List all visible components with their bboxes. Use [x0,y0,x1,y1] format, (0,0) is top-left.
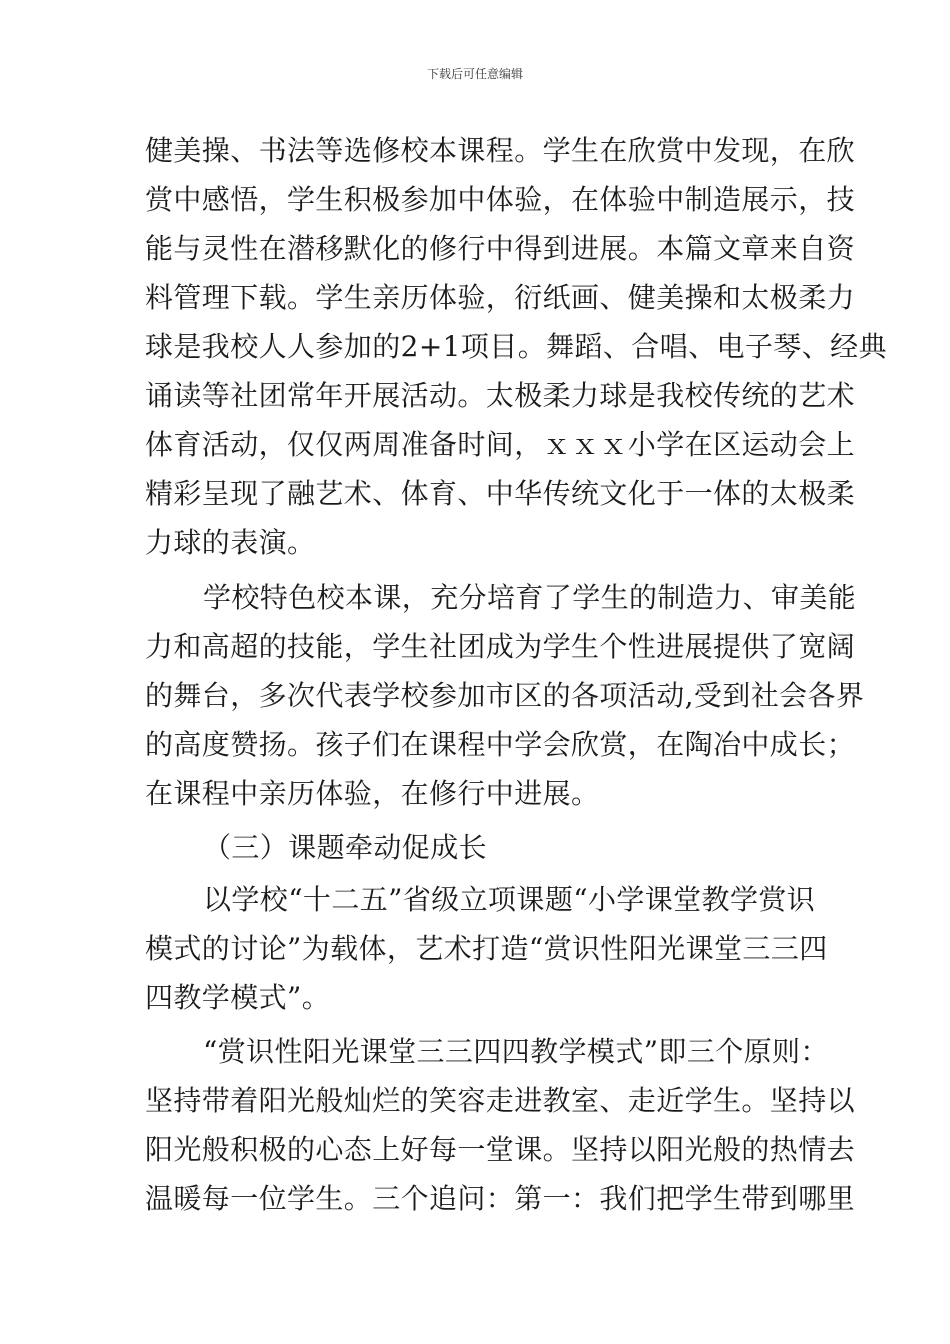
paragraph-line: 温暖每一位学生。三个追问：第一：我们把学生带到哪里 [145,1182,856,1215]
paragraph-line: 球是我校人人参加的2+1项目。舞蹈、合唱、电子琴、经典 [145,330,887,363]
paragraph-line: 诵读等社团常年开展活动。太极柔力球是我校传统的艺术 [145,379,856,412]
section-heading: （三）课题牵动促成长 [203,831,488,864]
paragraph-line: 的舞台，多次代表学校参加市区的各项活动,受到社会各界 [145,679,865,712]
paragraph-line: 模式的讨论”为载体，艺术打造“赏识性阳光课堂三三四 [145,932,828,965]
paragraph-line: 料管理下载。学生亲历体验，衍纸画、健美操和太极柔力 [145,281,856,314]
page-header-note: 下载后可任意编辑 [426,67,523,81]
paragraph-line: 力球的表演。 [145,526,316,559]
paragraph-line: 赏中感悟，学生积极参加中体验，在体验中制造展示，技 [145,183,856,216]
paragraph-line: 的高度赞扬。孩子们在课程中学会欣赏，在陶冶中成长； [145,728,856,761]
paragraph-line: “赏识性阳光课堂三三四四教学模式”即三个原则： [203,1035,829,1068]
paragraph-line: 力和高超的技能，学生社团成为学生个性进展提供了宽阔 [145,630,856,663]
paragraph-line: 阳光般积极的心态上好每一堂课。坚持以阳光般的热情去 [145,1133,856,1166]
paragraph-line: 四教学模式”。 [145,981,331,1014]
paragraph-line: 精彩呈现了融艺术、体育、中华传统文化于一体的太极柔 [145,477,856,510]
paragraph-line: 健美操、书法等选修校本课程。学生在欣赏中发现，在欣 [145,134,856,167]
paragraph-line: 以学校“十二五”省级立项课题“小学课堂教学赏识 [203,883,816,916]
paragraph-line: 坚持带着阳光般灿烂的笑容走进教室、走近学生。坚持以 [145,1084,856,1117]
paragraph-line: 体育活动，仅仅两周准备时间，ｘｘｘ小学在区运动会上 [145,428,856,461]
paragraph-line: 能与灵性在潜移默化的修行中得到进展。本篇文章来自资 [145,232,856,265]
paragraph-line: 学校特色校本课，充分培育了学生的制造力、审美能 [203,581,857,614]
paragraph-line: 在课程中亲历体验，在修行中进展。 [145,777,600,810]
